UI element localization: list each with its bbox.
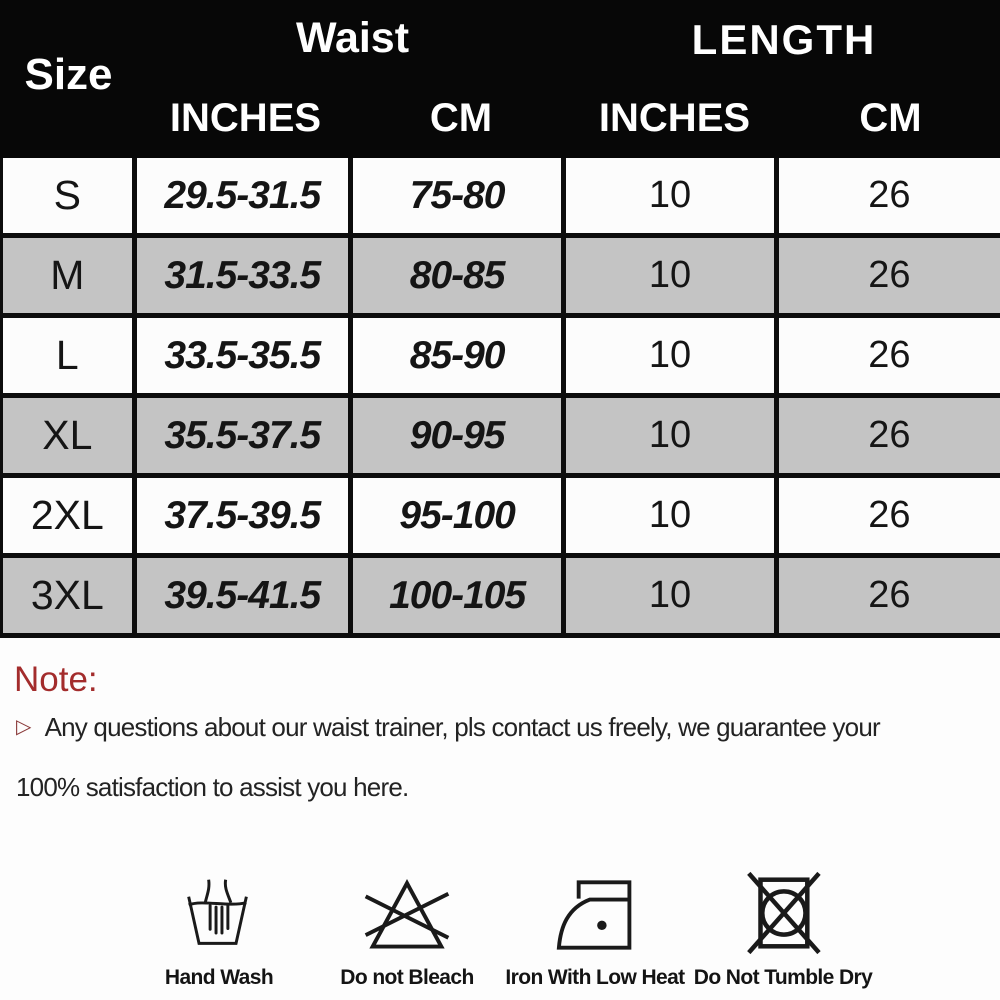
cell-length-in: 10 — [566, 478, 778, 553]
cell-waist-cm: 95-100 — [353, 478, 566, 553]
care-instructions — [125, 866, 877, 990]
cell-length-in: 10 — [566, 558, 778, 633]
cell-waist-cm: 75-80 — [353, 158, 566, 233]
care-item-hand-wash — [125, 866, 313, 990]
cell-length-cm: 26 — [868, 414, 911, 456]
cell-length-cm: 26 — [868, 254, 911, 296]
care-item-do-not-tumble-dry — [689, 866, 877, 990]
cell-waist-in: 33.5-35.5 — [137, 318, 353, 393]
cell-waist-cm: 100-105 — [353, 558, 566, 633]
iron-low-heat-icon — [549, 866, 641, 958]
cell-waist-in: 39.5-41.5 — [137, 558, 353, 633]
cell-waist-in: 37.5-39.5 — [137, 478, 353, 553]
care-item-iron-low-heat — [501, 866, 689, 990]
note-text-1: Any questions about our waist trainer, pls contact us freely, we guarantee your — [44, 712, 880, 742]
cell-size: XL — [3, 398, 137, 473]
cell-size: 2XL — [3, 478, 137, 553]
table-row-l — [0, 318, 1000, 398]
cell-length-cm: 26 — [868, 174, 911, 216]
cell-length-cm: 26 — [868, 574, 911, 616]
header-waist-cm-label: CM — [429, 96, 493, 140]
cell-waist-in: 31.5-33.5 — [137, 238, 353, 313]
cell-waist-cm: 90-95 — [353, 398, 566, 473]
cell-length-in: 10 — [566, 318, 778, 393]
cell-waist-cm: 85-90 — [353, 318, 566, 393]
header-size-label: Size — [24, 50, 113, 99]
table-row-s — [0, 158, 1000, 238]
cell-size: 3XL — [3, 558, 137, 633]
cell-size: L — [3, 318, 137, 393]
do-not-bleach-icon — [357, 866, 457, 958]
table-row-m — [0, 238, 1000, 318]
header-length-inches-label: INCHES — [598, 96, 751, 140]
header-length-cm-label: CM — [859, 96, 922, 140]
table-row-xl — [0, 398, 1000, 478]
cell-length-cm: 26 — [868, 494, 911, 536]
cell-length-in: 10 — [566, 238, 778, 313]
cell-waist-in: 29.5-31.5 — [137, 158, 353, 233]
header-waist-inches-label: INCHES — [169, 96, 322, 140]
note-title: Note: — [14, 660, 98, 699]
cell-length-in: 10 — [566, 158, 778, 233]
hand-wash-icon — [182, 866, 256, 958]
size-table-body — [0, 158, 1000, 638]
cell-waist-in: 35.5-37.5 — [137, 398, 353, 473]
triangle-bullet-icon: ▷ — [16, 716, 31, 738]
header-length-group-label: LENGTH — [691, 16, 877, 63]
cell-size: M — [3, 238, 137, 313]
note-text-2: 100% satisfaction to assist you here. — [16, 772, 409, 802]
cell-size: S — [3, 158, 137, 233]
care-label: Do not Bleach — [340, 966, 474, 989]
care-label: Do Not Tumble Dry — [693, 966, 873, 989]
table-row-3xl — [0, 558, 1000, 638]
cell-waist-cm: 80-85 — [353, 238, 566, 313]
care-label: Iron With Low Heat — [505, 966, 685, 989]
cell-length-in: 10 — [566, 398, 778, 473]
table-header — [0, 0, 1000, 158]
note-line-1 — [16, 712, 996, 743]
header-waist-group-label: Waist — [295, 14, 410, 62]
cell-length-cm: 26 — [868, 334, 911, 376]
care-item-do-not-bleach — [313, 866, 501, 990]
table-row-2xl — [0, 478, 1000, 558]
care-label: Hand Wash — [164, 966, 274, 989]
do-not-tumble-dry-icon — [735, 866, 831, 958]
